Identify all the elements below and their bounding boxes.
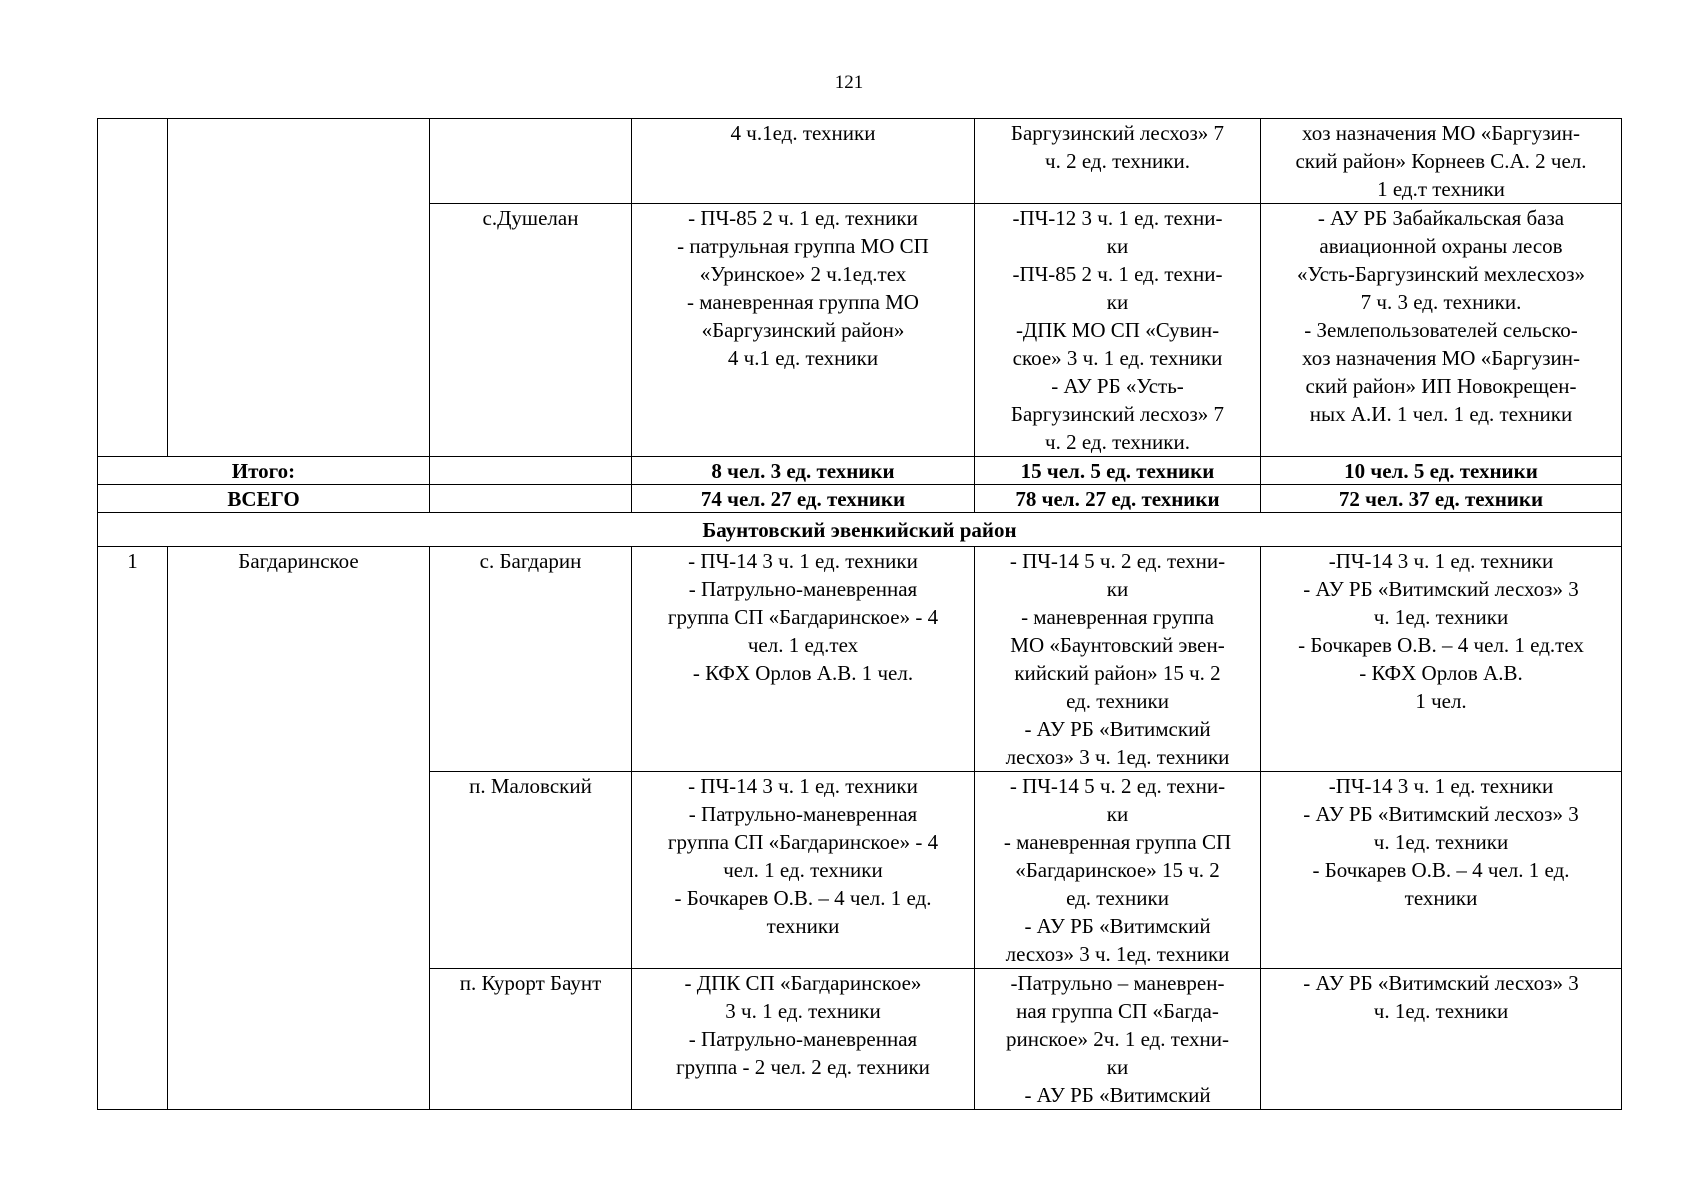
cell-line: ед. техники	[1066, 689, 1169, 713]
table-row	[98, 547, 1622, 772]
cell-line: - Бочкарев О.В. – 4 чел. 1 ед.тех	[1298, 633, 1584, 657]
cell-line: - АУ РБ «Усть-	[1051, 374, 1184, 398]
cell-line: - АУ РБ Забайкальская база	[1317, 206, 1565, 230]
cell-line: 7 ч. 3 ед. техники.	[1360, 290, 1522, 314]
cell-line: Баргузинский лесхоз» 7	[1010, 121, 1225, 145]
place-cell	[430, 457, 632, 485]
place-cell: с. Багдарин	[430, 547, 632, 772]
cell-line: - ПЧ-14 5 ч. 2 ед. техни-	[1009, 774, 1226, 798]
cell-line: «Баргузинский район»	[701, 318, 905, 342]
subtotal-first-echelon: 8 чел. 3 ед. техники	[632, 457, 975, 485]
cell-line: техники	[1404, 886, 1478, 910]
cell-line: - Патрульно-маневренная	[688, 577, 918, 601]
cell-line: ское» 3 ч. 1 ед. техники	[1012, 346, 1223, 370]
resources-table	[97, 118, 1622, 1110]
cell-line: кийский район» 15 ч. 2	[1014, 661, 1221, 685]
cell-line: - ПЧ-85 2 ч. 1 ед. техники	[688, 206, 918, 230]
cell-line: ки	[1106, 234, 1129, 258]
cell-line: лесхоз» 3 ч. 1ед. техники	[1005, 942, 1230, 966]
cell-line: чел. 1 ед.тех	[747, 633, 859, 657]
cell-line: чел. 1 ед. техники	[723, 858, 883, 882]
cell-line: лесхоз» 3 ч. 1ед. техники	[1005, 745, 1230, 769]
second-echelon-cell	[975, 204, 1261, 457]
cell-line: - ПЧ-14 3 ч. 1 ед. техники	[688, 549, 918, 573]
cell-line: -ПЧ-85 2 ч. 1 ед. техни-	[1012, 262, 1223, 286]
third-echelon-cell	[1261, 969, 1622, 1110]
place-cell: п. Курорт Баунт	[430, 969, 632, 1110]
district-heading: Баунтовский эвенкийский район	[98, 513, 1622, 547]
cell-line: ч. 1ед. техники	[1373, 830, 1509, 854]
cell-line: - АУ РБ «Витимский лесхоз» 3	[1303, 577, 1579, 601]
cell-line: 4 ч.1 ед. техники	[727, 346, 879, 370]
cell-line: -ПЧ-14 3 ч. 1 ед. техники	[1328, 774, 1554, 798]
first-echelon-cell	[632, 772, 975, 969]
second-echelon-cell	[975, 119, 1261, 204]
cell-line: МО «Баунтовский эвен-	[1010, 633, 1225, 657]
cell-line: - АУ РБ «Витимский лесхоз» 3	[1303, 802, 1579, 826]
cell-line: -ДПК МО СП «Сувин-	[1015, 318, 1220, 342]
cell-line: - АУ РБ «Витимский лесхоз» 3	[1303, 971, 1579, 995]
first-echelon-cell	[632, 119, 975, 204]
cell-line: 3 ч. 1 ед. техники	[725, 999, 881, 1023]
cell-line: - Землепользователей сельско-	[1304, 318, 1578, 342]
cell-line: - маневренная группа	[1021, 605, 1214, 629]
cell-line: 1 ед.т техники	[1377, 177, 1505, 201]
total-first-echelon: 74 чел. 27 ед. техники	[632, 485, 975, 513]
cell-line: - АУ РБ «Витимский	[1024, 717, 1211, 741]
subtotal-row	[98, 457, 1622, 485]
cell-line: «Багдаринское» 15 ч. 2	[1015, 858, 1220, 882]
cell-line: - Патрульно-маневренная	[688, 802, 918, 826]
cell-line: хоз назначения МО «Баргузин-	[1302, 346, 1580, 370]
cell-line: - ПЧ-14 5 ч. 2 ед. техни-	[1009, 549, 1226, 573]
cell-line: ки	[1106, 577, 1129, 601]
cell-line: группа СП «Багдаринское» - 4	[667, 830, 939, 854]
number-cell	[98, 119, 168, 457]
total-row	[98, 485, 1622, 513]
cell-line: «Усть-Баргузинский мехлесхоз»	[1296, 262, 1586, 286]
third-echelon-cell	[1261, 547, 1622, 772]
second-echelon-cell	[975, 547, 1261, 772]
first-echelon-cell	[632, 204, 975, 457]
settlement-cell	[168, 119, 430, 457]
cell-line: - маневренная группа СП	[1003, 830, 1232, 854]
third-echelon-cell	[1261, 772, 1622, 969]
cell-line: ки	[1106, 802, 1129, 826]
cell-line: 4 ч.1ед. техники	[730, 121, 876, 145]
cell-line: ч. 1ед. техники	[1373, 605, 1509, 629]
second-echelon-cell	[975, 772, 1261, 969]
cell-line: ч. 1ед. техники	[1373, 999, 1509, 1023]
subtotal-label: Итого:	[98, 457, 430, 485]
cell-line: хоз назначения МО «Баргузин-	[1302, 121, 1580, 145]
cell-line: техники	[766, 914, 840, 938]
place-cell: с.Душелан	[430, 204, 632, 457]
subtotal-second-echelon: 15 чел. 5 ед. техники	[975, 457, 1261, 485]
cell-line: ных А.И. 1 чел. 1 ед. техники	[1309, 402, 1573, 426]
settlement-cell: Багдаринское	[168, 547, 430, 1110]
cell-line: - ДПК СП «Багдаринское»	[684, 971, 922, 995]
cell-line: ед. техники	[1066, 886, 1169, 910]
cell-line: - АУ РБ «Витимский	[1024, 914, 1211, 938]
cell-line: - Бочкарев О.В. – 4 чел. 1 ед.	[1312, 858, 1570, 882]
cell-line: 1 чел.	[1415, 689, 1467, 713]
table-row	[98, 119, 1622, 204]
subtotal-third-echelon: 10 чел. 5 ед. техники	[1261, 457, 1622, 485]
cell-line: - ПЧ-14 3 ч. 1 ед. техники	[688, 774, 918, 798]
total-label: ВСЕГО	[98, 485, 430, 513]
first-echelon-cell	[632, 969, 975, 1110]
cell-line: - Патрульно-маневренная	[688, 1027, 918, 1051]
cell-line: -ПЧ-14 3 ч. 1 ед. техники	[1328, 549, 1554, 573]
cell-line: - патрульная группа МО СП	[677, 234, 929, 258]
second-echelon-cell	[975, 969, 1261, 1110]
place-cell: п. Маловский	[430, 772, 632, 969]
cell-line: ринское» 2ч. 1 ед. техни-	[1006, 1027, 1229, 1051]
place-cell	[430, 485, 632, 513]
page-number: 121	[834, 72, 864, 93]
cell-line: -Патрульно – маневрен-	[1010, 971, 1225, 995]
third-echelon-cell	[1261, 119, 1622, 204]
cell-line: ский район» ИП Новокрещен-	[1305, 374, 1577, 398]
total-second-echelon: 78 чел. 27 ед. техники	[975, 485, 1261, 513]
district-row	[98, 513, 1622, 547]
cell-line: ная группа СП «Багда-	[1016, 999, 1219, 1023]
first-echelon-cell	[632, 547, 975, 772]
number-cell: 1	[98, 547, 168, 1110]
cell-line: -ПЧ-12 3 ч. 1 ед. техни-	[1012, 206, 1223, 230]
cell-line: группа СП «Багдаринское» - 4	[667, 605, 939, 629]
cell-line: - маневренная группа МО	[687, 290, 919, 314]
cell-line: ки	[1106, 290, 1129, 314]
cell-line: - КФХ Орлов А.В.	[1359, 661, 1523, 685]
cell-line: ч. 2 ед. техники.	[1045, 430, 1190, 454]
cell-line: - Бочкарев О.В. – 4 чел. 1 ед.	[674, 886, 932, 910]
cell-line: ч. 2 ед. техники.	[1045, 149, 1190, 173]
total-third-echelon: 72 чел. 37 ед. техники	[1261, 485, 1622, 513]
cell-line: ский район» Корнеев С.А. 2 чел.	[1295, 149, 1587, 173]
cell-line: авиационной охраны лесов	[1319, 234, 1563, 258]
cell-line: - КФХ Орлов А.В. 1 чел.	[692, 661, 914, 685]
cell-line: «Уринское» 2 ч.1ед.тех	[699, 262, 907, 286]
third-echelon-cell	[1261, 204, 1622, 457]
place-cell	[430, 119, 632, 204]
cell-line: группа - 2 чел. 2 ед. техники	[676, 1055, 930, 1079]
cell-line: - АУ РБ «Витимский	[1024, 1083, 1211, 1107]
cell-line: Баргузинский лесхоз» 7	[1010, 402, 1225, 426]
cell-line: ки	[1106, 1055, 1129, 1079]
